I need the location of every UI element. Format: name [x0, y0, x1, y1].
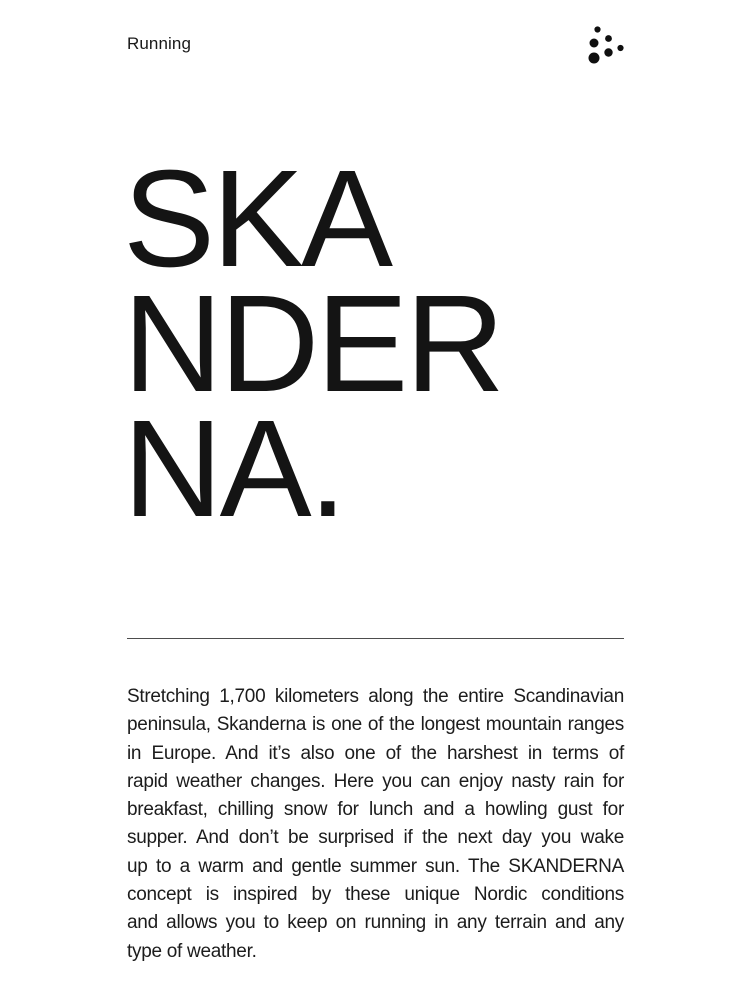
paragraph-line: in Europe. And it’s also one of the harshest in terms of [127, 742, 624, 764]
category-label: Running [127, 34, 192, 53]
article-paragraph [127, 683, 624, 966]
paragraph-line: and allows you to keep on running in any terrain and any [127, 912, 624, 934]
paragraph-line: type of weather. [127, 940, 257, 962]
page-title [123, 142, 502, 546]
paragraph-line: breakfast, chilling snow for lunch and a howling gust for [127, 799, 624, 821]
divider-line [127, 638, 624, 639]
craft-dots-logo [575, 15, 635, 75]
page-title-line-3: NA. [123, 392, 344, 546]
page-title-line-2: NDER [123, 267, 502, 421]
paragraph-line: peninsula, Skanderna is one of the longest mountain ranges [127, 714, 624, 736]
page-title-line-1: SKA [123, 142, 391, 296]
paragraph-line: supper. And don’t be surprised if the next day you wake [127, 827, 624, 849]
paragraph-line: up to a warm and gentle summer sun. The SKANDERNA [127, 855, 624, 877]
paragraph-line: rapid weather changes. Here you can enjoy nasty rain for [127, 770, 624, 792]
paragraph-line: Stretching 1,700 kilometers along the entire Scandinavian [127, 686, 624, 707]
paragraph-line: concept is inspired by these unique Nordic conditions [127, 884, 624, 906]
